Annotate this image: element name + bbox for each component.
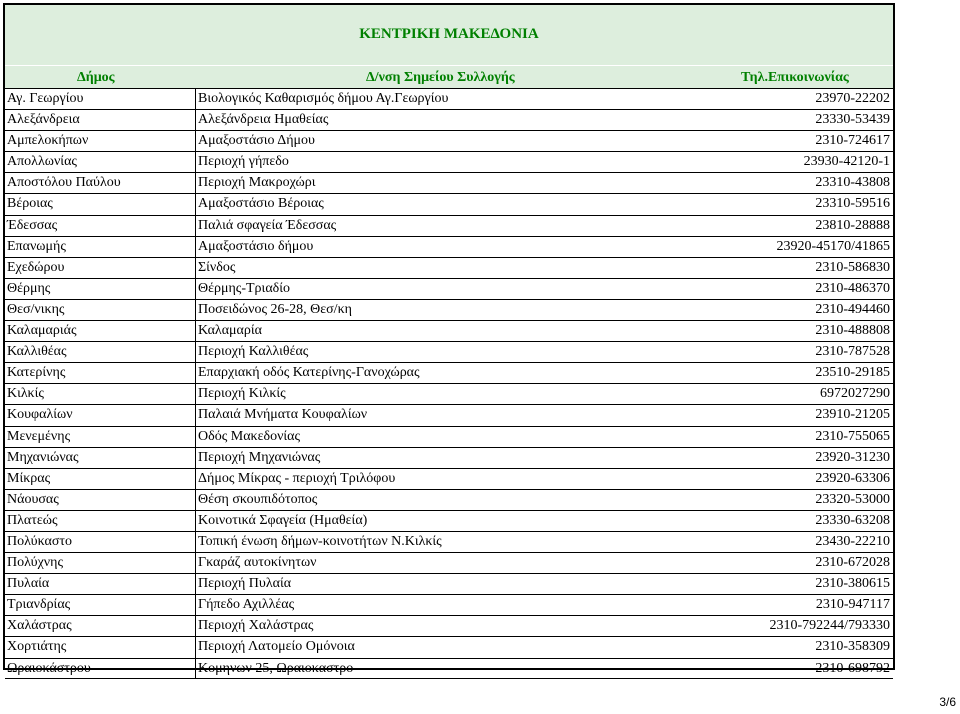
address-cell: Δήμος Μίκρας - περιοχή Τριλόφου	[195, 469, 395, 489]
address-cell: Περιοχή Χαλάστρας	[195, 616, 313, 636]
address-cell: Αμαξοστάσιο Βέροιας	[195, 194, 324, 214]
header-phone: Τηλ.Επικοινωνίας	[741, 70, 849, 85]
table-row	[5, 510, 893, 531]
address-cell: Περιοχή Πυλαία	[195, 574, 291, 594]
address-cell: Θέση σκουπιδότοπος	[195, 490, 317, 510]
municipality-cell: Χορτιάτης	[7, 639, 67, 655]
page-number: 3/6	[939, 695, 956, 709]
phone-cell: 2310-486370	[815, 280, 890, 296]
address-cell: Καλαμαρία	[195, 321, 262, 341]
phone-cell: 23330-53439	[815, 112, 890, 128]
region-title: ΚΕΝΤΡΙΚΗ ΜΑΚΕΔΟΝΙΑ	[359, 26, 539, 42]
municipality-cell: Πολύχνης	[7, 555, 63, 571]
address-cell: Παλαιά Μνήματα Κουφαλίων	[195, 405, 367, 425]
phone-cell: 23920-31230	[815, 449, 890, 465]
table-row	[5, 404, 893, 425]
address-cell: Βιολογικός Καθαρισμός δήμου Αγ.Γεωργίου	[195, 89, 448, 109]
table-row	[5, 636, 893, 657]
phone-cell: 23930-42120-1	[803, 154, 890, 170]
phone-cell: 23320-53000	[815, 491, 890, 507]
table-row	[5, 383, 893, 404]
table-row	[5, 130, 893, 151]
address-cell: Γκαράζ αυτοκίνητων	[195, 553, 317, 573]
municipality-cell: Ωραιοκάστρου	[7, 660, 91, 676]
phone-cell: 2310-787528	[815, 344, 890, 360]
address-cell: Αμαξοστάσιο δήμου	[195, 237, 313, 257]
table-row	[5, 552, 893, 573]
address-cell: Αμαξοστάσιο Δήμου	[195, 131, 315, 151]
table-body	[5, 88, 893, 679]
address-cell: Περιοχή Κιλκίς	[195, 384, 286, 404]
municipality-cell: Αλεξάνδρεια	[7, 112, 80, 128]
phone-cell: 23910-21205	[815, 407, 890, 423]
table-row	[5, 658, 893, 679]
phone-cell: 23430-22210	[815, 533, 890, 549]
address-cell: Περιοχή Μακροχώρι	[195, 173, 315, 193]
address-cell: Περιοχή Καλλιθέας	[195, 342, 308, 362]
table-row	[5, 215, 893, 236]
municipality-cell: Μίκρας	[7, 470, 51, 486]
phone-cell: 2310-380615	[815, 576, 890, 592]
municipality-cell: Μενεμένης	[7, 428, 71, 444]
address-cell: Σίνδος	[195, 258, 235, 278]
municipality-cell: Πλατεώς	[7, 512, 58, 528]
municipality-cell: Τριανδρίας	[7, 597, 71, 613]
municipality-cell: Καλαμαριάς	[7, 323, 77, 339]
phone-cell: 23970-22202	[815, 91, 890, 106]
municipality-cell: Πολύκαστο	[7, 533, 73, 549]
address-cell: Τοπική ένωση δήμων-κοινοτήτων Ν.Κιλκίς	[195, 532, 442, 552]
phone-cell: 2310-792244/793330	[769, 618, 890, 634]
municipality-cell: Βέροιας	[7, 196, 53, 212]
table-row	[5, 489, 893, 510]
table-row	[5, 362, 893, 383]
phone-cell: 23920-63306	[815, 470, 890, 486]
address-cell: Παλιά σφαγεία Έδεσσας	[195, 216, 336, 236]
municipality-cell: Αμπελοκήπων	[7, 133, 89, 149]
title-band	[5, 5, 893, 65]
phone-cell: 23310-43808	[815, 175, 890, 191]
phone-cell: 23330-63208	[815, 512, 890, 528]
municipality-cell: Αποστόλου Παύλου	[7, 175, 121, 191]
address-cell: Αλεξάνδρεια Ημαθείας	[195, 110, 328, 130]
phone-cell: 2310-586830	[815, 259, 890, 275]
municipality-cell: Απολλωνίας	[7, 154, 77, 170]
table-row	[5, 426, 893, 447]
address-cell: Περιοχή Λατομείο Ομόνοια	[195, 637, 355, 657]
municipality-cell: Χαλάστρας	[7, 618, 72, 634]
municipality-cell: Αγ. Γεωργίου	[7, 91, 84, 106]
address-cell: Επαρχιακή οδός Κατερίνης-Γανοχώρας	[195, 363, 420, 383]
address-cell: Ποσειδώνος 26-28, Θεσ/κη	[195, 300, 352, 320]
table-header	[5, 66, 893, 88]
table-row	[5, 257, 893, 278]
phone-cell: 2310-358309	[815, 639, 890, 655]
phone-cell: 2310-494460	[815, 301, 890, 317]
municipality-cell: Εχεδώρου	[7, 259, 65, 275]
phone-cell: 2310-672028	[815, 555, 890, 571]
address-cell: Περιοχή γήπεδο	[195, 152, 289, 172]
address-cell: Περιοχή Μηχανιώνας	[195, 448, 320, 468]
table-row	[5, 151, 893, 172]
address-cell: Οδός Μακεδονίας	[195, 427, 300, 447]
phone-cell: 23810-28888	[815, 217, 890, 233]
address-cell: Γήπεδο Αχιλλέας	[195, 595, 294, 615]
table-row	[5, 109, 893, 130]
phone-cell: 2310-698792	[815, 660, 890, 676]
phone-cell: 23510-29185	[815, 365, 890, 381]
phone-cell: 2310-947117	[815, 597, 890, 613]
address-cell: Κομηνων 25, Ωραιοκαστρο	[195, 659, 353, 678]
municipality-cell: Μηχανιώνας	[7, 449, 79, 465]
table-row	[5, 193, 893, 214]
address-cell: Κοινοτικά Σφαγεία (Ημαθεία)	[195, 511, 367, 531]
table-row	[5, 278, 893, 299]
phone-cell: 2310-724617	[815, 133, 890, 149]
municipality-cell: Κουφαλίων	[7, 407, 73, 423]
phone-cell: 2310-755065	[815, 428, 890, 444]
municipality-cell: Κιλκίς	[7, 386, 44, 402]
phone-cell: 2310-488808	[815, 323, 890, 339]
table-row	[5, 573, 893, 594]
table-row	[5, 299, 893, 320]
table-row	[5, 615, 893, 636]
collection-points-table	[3, 3, 895, 676]
table-row	[5, 594, 893, 615]
municipality-cell: Έδεσσας	[7, 217, 58, 233]
municipality-cell: Επανωμής	[7, 238, 66, 254]
municipality-cell: Καλλιθέας	[7, 344, 67, 360]
municipality-cell: Κατερίνης	[7, 365, 66, 381]
municipality-cell: Θεσ/νικης	[7, 301, 65, 317]
table-row	[5, 236, 893, 257]
header-address: Δ/νση Σημείου Συλλογής	[366, 70, 515, 85]
municipality-cell: Νάουσας	[7, 491, 59, 507]
table-row	[5, 341, 893, 362]
phone-cell: 23920-45170/41865	[776, 238, 890, 254]
municipality-cell: Θέρμης	[7, 280, 51, 296]
table-row	[5, 447, 893, 468]
table-row	[5, 172, 893, 193]
table-row	[5, 531, 893, 552]
table-row	[5, 88, 893, 109]
phone-cell: 6972027290	[820, 386, 890, 402]
address-cell: Θέρμης-Τριαδίο	[195, 279, 290, 299]
phone-cell: 23310-59516	[815, 196, 890, 212]
header-municipality: Δήμος	[77, 70, 115, 85]
table-row	[5, 320, 893, 341]
municipality-cell: Πυλαία	[7, 576, 50, 592]
table-row	[5, 468, 893, 489]
